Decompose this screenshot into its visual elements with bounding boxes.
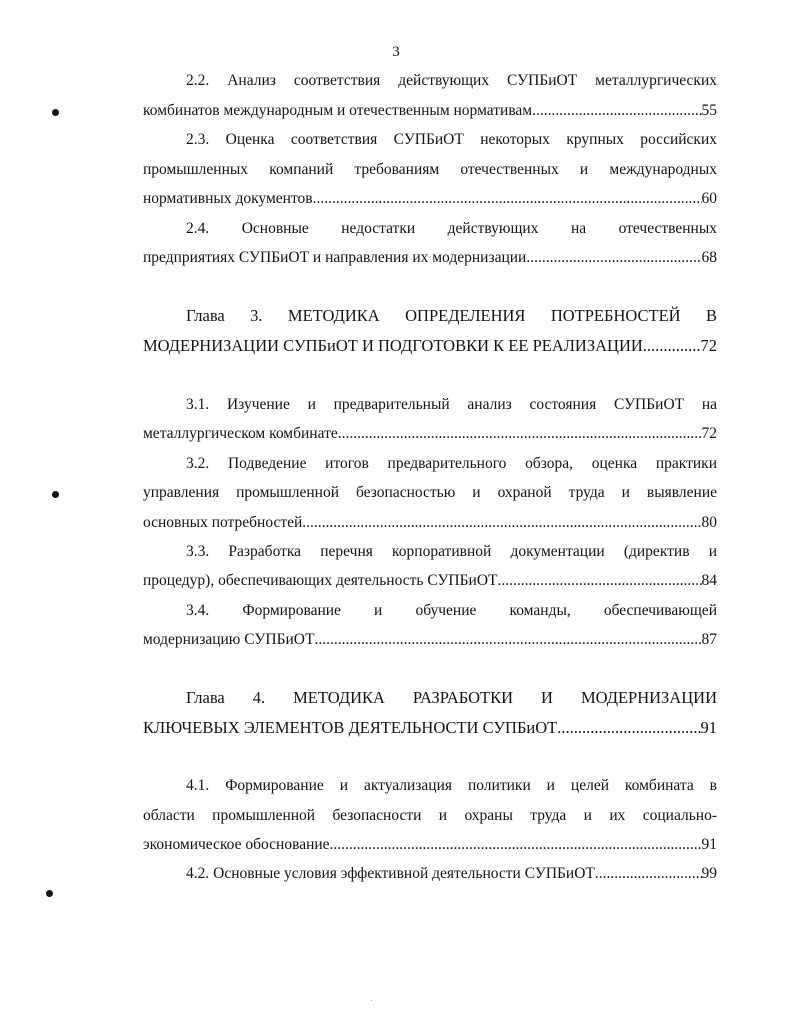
dot-leader bbox=[643, 336, 701, 356]
toc-chapter-4-page: 91 bbox=[700, 718, 717, 737]
toc-entry-3-3-page: 84 bbox=[701, 572, 717, 589]
dot-leader bbox=[526, 248, 701, 268]
toc-entry-3-4-line-2 bbox=[143, 630, 717, 650]
toc-chapter-4-text: КЛЮЧЕВЫХ ЭЛЕМЕНТОВ ДЕЯТЕЛЬНОСТИ СУПБиОТ bbox=[143, 718, 558, 737]
dot-leader bbox=[313, 189, 702, 209]
toc-entry-3-3-line-1: 3.3. Разработка перечня корпоративной документации (директив и bbox=[186, 543, 717, 560]
toc-entry-3-3-line-2 bbox=[143, 571, 717, 591]
dot-leader bbox=[330, 835, 702, 855]
toc-chapter-4-line-2 bbox=[143, 718, 717, 738]
dot-leader bbox=[595, 864, 702, 884]
toc-entry-2-3-text: нормативных документов bbox=[143, 190, 313, 207]
toc-entry-4-1-line-1: 4.1. Формирование и актуализация политики и целей комбината в bbox=[186, 777, 717, 794]
binding-hole-mark bbox=[52, 109, 59, 116]
toc-chapter-3-line-2 bbox=[143, 336, 717, 356]
toc-chapter-3-text: МОДЕРНИЗАЦИИ СУПБиОТ И ПОДГОТОВКИ К ЕЕ РЕАЛИЗАЦИИ bbox=[143, 336, 643, 355]
toc-entry-3-4-text: модернизацию СУПБиОТ bbox=[143, 631, 315, 648]
toc-entry-3-2-line-1: 3.2. Подведение итогов предварительного обзора, оценка практики bbox=[186, 455, 717, 472]
toc-entry-2-2-text: комбинатов международным и отечественным нормативам bbox=[143, 102, 533, 119]
dot-leader bbox=[532, 101, 701, 121]
dot-leader bbox=[338, 424, 702, 444]
toc-entry-3-4-page: 87 bbox=[701, 631, 717, 648]
scan-speck bbox=[371, 1000, 372, 1001]
toc-entry-2-3-line-1: 2.3. Оценка соответствия СУПБиОТ некоторых крупных российских bbox=[186, 131, 717, 148]
binding-hole-mark bbox=[52, 491, 59, 498]
toc-entry-4-2-text: 4.2. Основные условия эффективной деятельности СУПБиОТ bbox=[186, 865, 595, 882]
toc-chapter-4-line-1: Глава 4. МЕТОДИКА РАЗРАБОТКИ И МОДЕРНИЗАЦИИ bbox=[186, 688, 717, 707]
toc-entry-3-3-text: процедур), обеспечивающих деятельность СУПБиОТ bbox=[143, 572, 498, 589]
toc-entry-3-2-line-2: управления промышленной безопасностью и охраной труда и выявление bbox=[143, 484, 717, 501]
toc-entry-3-2-text: основных потребностей bbox=[143, 514, 303, 531]
toc-entry-3-1-page: 72 bbox=[701, 425, 717, 442]
dot-leader bbox=[314, 630, 701, 650]
toc-entry-3-4-line-1: 3.4. Формирование и обучение команды, обеспечивающей bbox=[186, 602, 717, 619]
toc-entry-4-2-page: 99 bbox=[701, 865, 717, 882]
dot-leader bbox=[302, 513, 701, 533]
toc-entry-3-1-text: металлургическом комбинате bbox=[143, 425, 338, 442]
toc-entry-2-3-page: 60 bbox=[701, 190, 717, 207]
toc-entry-2-4-line-1: 2.4. Основные недостатки действующих на отечественных bbox=[186, 220, 717, 237]
toc-entry-2-4-line-2 bbox=[143, 248, 717, 268]
toc-entry-2-2-page: 55 bbox=[701, 102, 717, 119]
toc-entry-3-1-line-1: 3.1. Изучение и предварительный анализ состояния СУПБиОТ на bbox=[186, 396, 717, 413]
toc-entry-2-2-line-2 bbox=[143, 101, 717, 121]
toc-entry-4-2-line-1 bbox=[143, 864, 717, 884]
dot-leader bbox=[498, 571, 702, 591]
toc-entry-3-2-line-3 bbox=[143, 513, 717, 533]
toc-entry-4-1-text: экономическое обоснование bbox=[143, 836, 330, 853]
toc-entry-4-1-line-2: области промышленной безопасности и охраны труда и их социально- bbox=[143, 807, 717, 824]
toc-entry-4-1-page: 91 bbox=[701, 836, 717, 853]
binding-hole-mark bbox=[46, 890, 53, 897]
dot-leader bbox=[557, 718, 700, 738]
toc-entry-3-1-line-2 bbox=[143, 424, 717, 444]
toc-entry-2-3-line-2: промышленных компаний требованиям отечественных и международных bbox=[143, 161, 717, 178]
toc-chapter-3-page: 72 bbox=[700, 336, 717, 355]
toc-entry-4-1-line-3 bbox=[143, 835, 717, 855]
toc-entry-2-3-line-3 bbox=[143, 189, 717, 209]
toc-entry-3-2-page: 80 bbox=[701, 514, 717, 531]
page-number: 3 bbox=[392, 44, 400, 60]
toc-chapter-3-line-1: Глава 3. МЕТОДИКА ОПРЕДЕЛЕНИЯ ПОТРЕБНОСТЕЙ В bbox=[186, 306, 717, 325]
toc-entry-2-4-page: 68 bbox=[701, 249, 717, 266]
toc-entry-2-4-text: предприятиях СУПБиОТ и направления их модернизации bbox=[143, 249, 527, 266]
toc-entry-2-2-line-1: 2.2. Анализ соответствия действующих СУПБиОТ металлургических bbox=[186, 72, 717, 89]
